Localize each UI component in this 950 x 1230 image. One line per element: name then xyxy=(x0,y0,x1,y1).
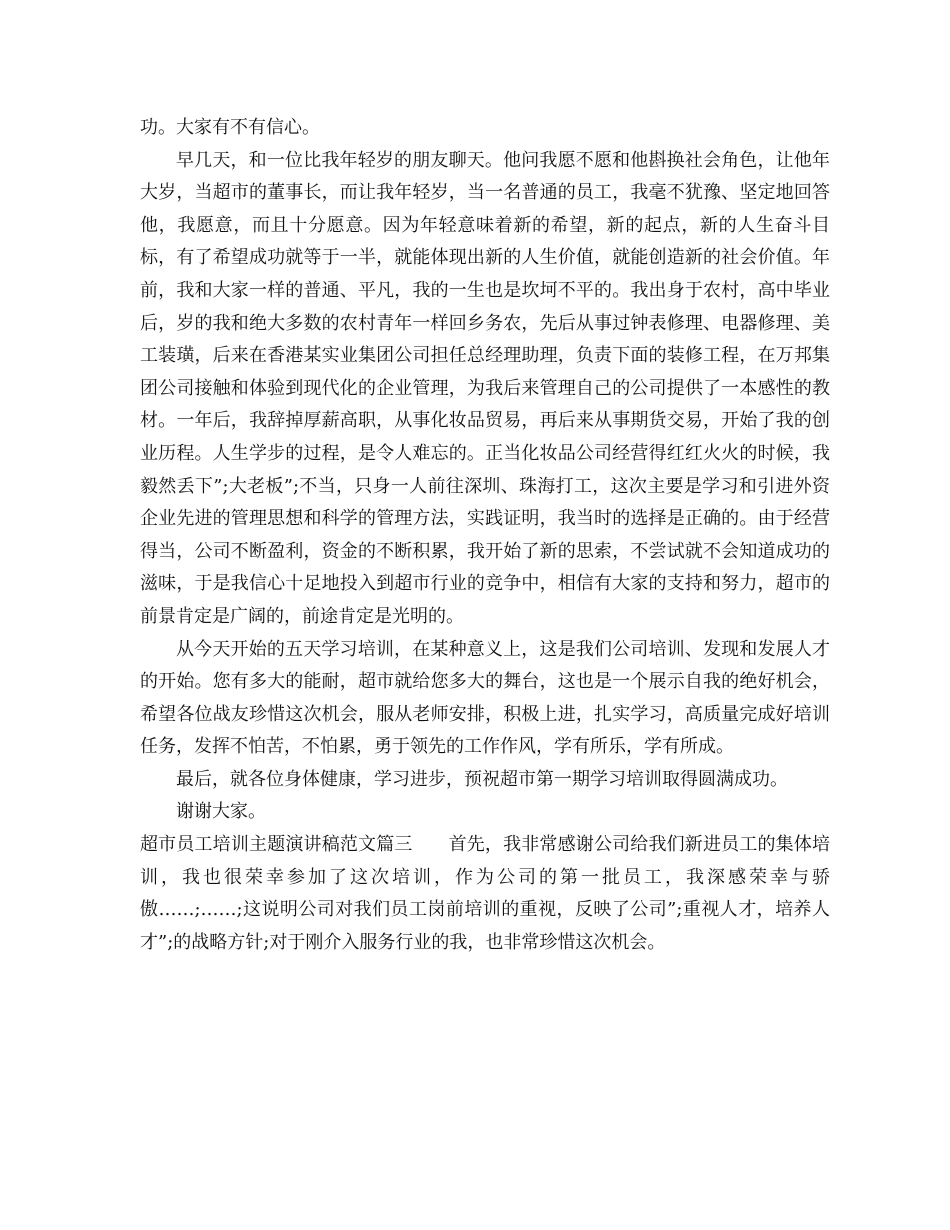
section-title: 超市员工培训主题演讲稿范文篇三 xyxy=(140,834,413,856)
paragraph-5: 谢谢大家。 xyxy=(176,801,266,823)
paragraph-4: 最后，就各位身体健康，学习进步，预祝超市第一期学习培训取得圆满成功。 xyxy=(176,768,788,790)
section-text: 首先，我非常感谢公司给我们新进员工的集体培训，我也很荣幸参加了这次培训，作为公司的第一批员工，我深感荣幸与骄傲……;……;这说明公司对我们员工岗前培训的重视，反映了公司”;重视人才，培养人才”;的战略方针;对于刚介入服务行业的我，也非常珍惜这次机会。 xyxy=(140,834,831,953)
document-body xyxy=(140,112,830,959)
section-paragraph xyxy=(140,829,830,959)
paragraph-3: 从今天开始的五天学习培训，在某种意义上，这是我们公司培训、发现和发展人才的开始。您有多大的能耐，超市就给您多大的舞台，这也是一个展示自我的绝好机会，希望各位战友珍惜这次机会，服从老师安排，积极上进，扎实学习，高质量完成好培训任务，发挥不怕苦，不怕累，勇于领先的工作作风，学有所乐，学有所成。 xyxy=(140,638,830,758)
paragraph-2: 早几天，和一位比我年轻岁的朋友聊天。他问我愿不愿和他斟换社会角色，让他年大岁，当超市的董事长，而让我年轻岁，当一名普通的员工，我毫不犹豫、坚定地回答他，我愿意，而且十分愿意。因为年轻意味着新的希望，新的起点，新的人生奋斗目标，有了希望成功就等于一半，就能体现出新的人生价值，就能创造新的社会价值。年前，我和大家一样的普通、平凡，我的一生也是坎坷不平的。我出身于农村，高中毕业后，岁的我和绝大多数的农村青年一样回乡务农，先后从事过钟表修理、电器修理、美工装璜，后来在香港某实业集团公司担任总经理助理，负责下面的装修工程，在万邦集团公司接触和体验到现代化的企业管理，为我后来管理自己的公司提供了一本感性的教材。一年后，我辞掉厚薪高职，从事化妆品贸易，再后来从事期货交易，开始了我的创业历程。人生学步的过程，是令人难忘的。正当化妆品公司经营得红红火火的时候，我毅然丢下”;大老板”;不当，只身一人前往深圳、珠海打工，这次主要是学习和引进外资企业先进的管理思想和科学的管理方法，实践证明，我当时的选择是正确的。由于经营得当，公司不断盈利，资金的不断积累，我开始了新的思索，不尝试就不会知道成功的滋味，于是我信心十足地投入到超市行业的竞争中，相信有大家的支持和努力，超市的前景肯定是广阔的，前途肯定是光明的。 xyxy=(140,149,830,627)
paragraph-1: 功。大家有不有信心。 xyxy=(140,117,320,138)
